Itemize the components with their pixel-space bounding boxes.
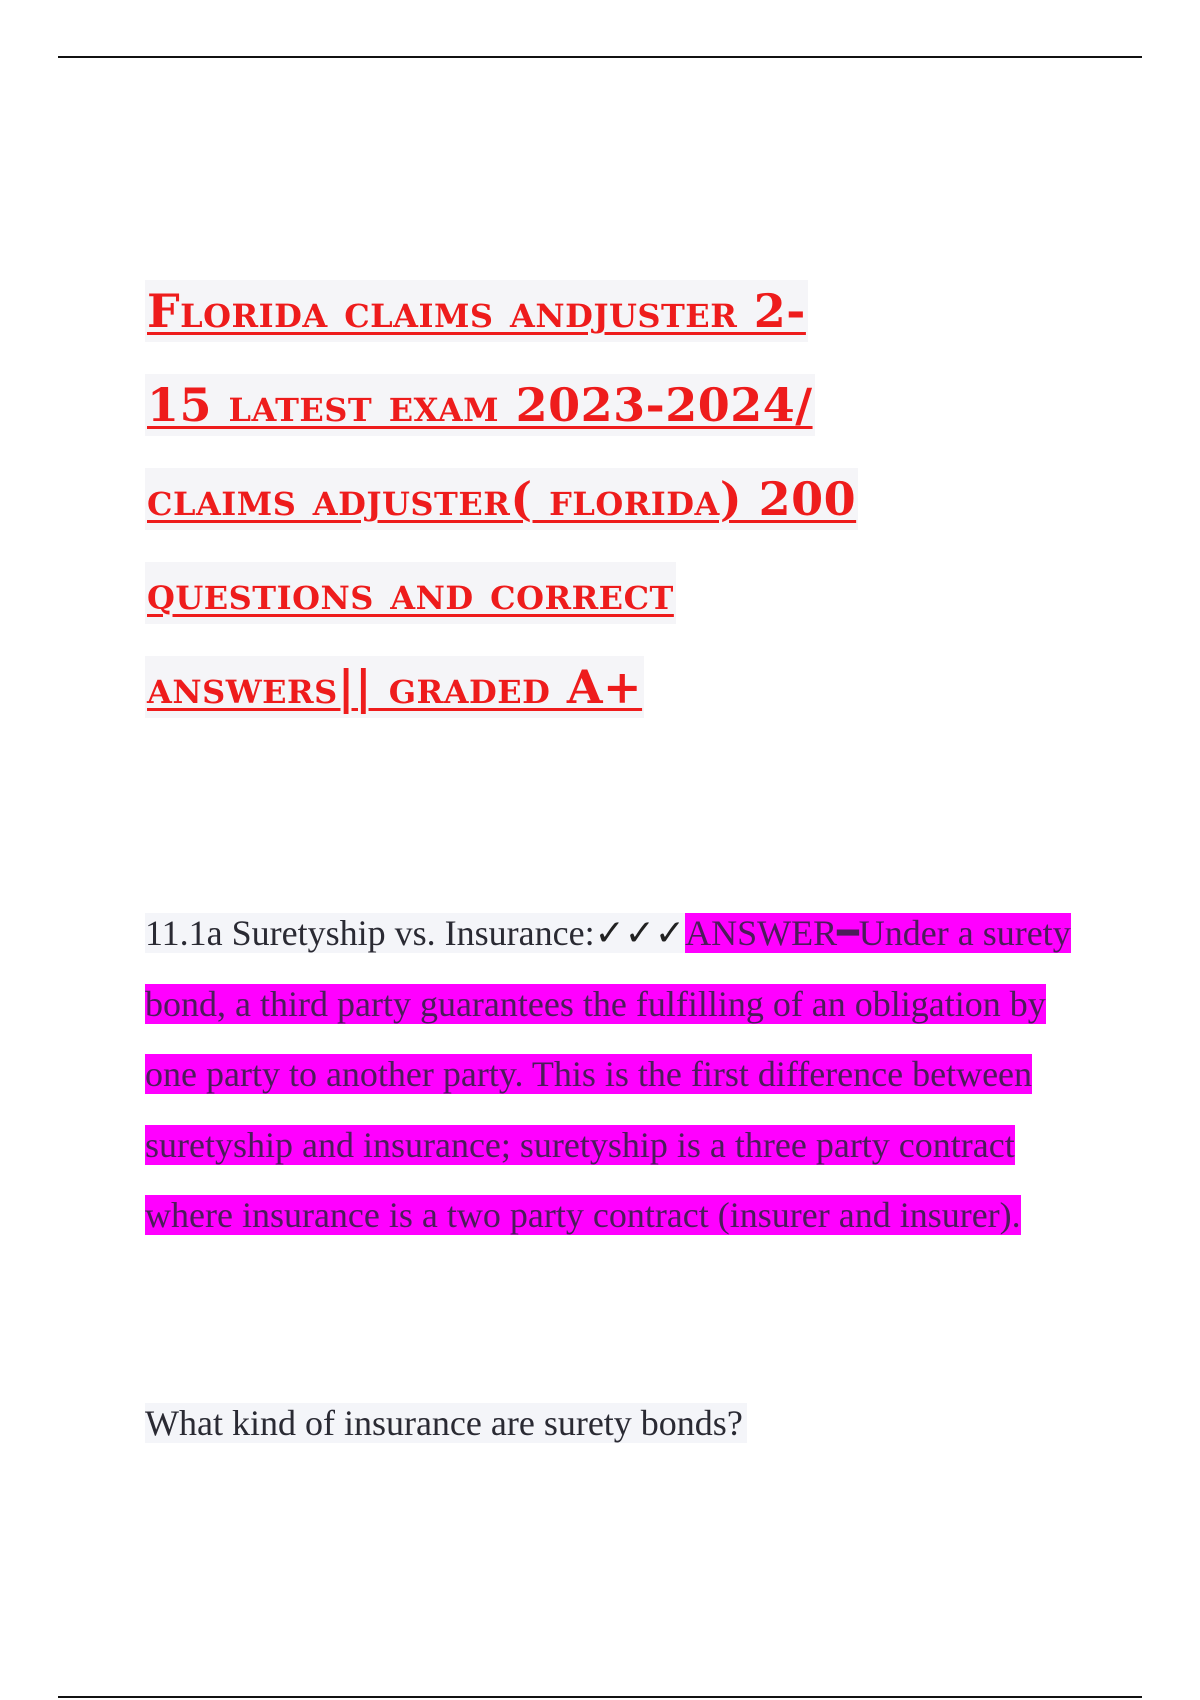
title-line-text: questions and correct bbox=[145, 562, 676, 624]
title-line-text: claims adjuster( florida) 200 bbox=[145, 468, 858, 530]
title-line-text: 15 latest exam 2023-2024/ bbox=[145, 374, 815, 436]
title-line-text: answers|| graded A+ bbox=[145, 656, 644, 718]
answer-highlight bbox=[145, 913, 1071, 1235]
next-question-text: What kind of insurance are surety bonds? bbox=[145, 1403, 747, 1443]
title-line bbox=[145, 656, 1095, 750]
answer-text: Under a surety bond, a third party guarantees the fulfilling of an obligation by one party to another party. This is the first difference between suretyship and insurance; suretyship is a three party contract where insurance is a two party contract (insurer and insurer). bbox=[145, 913, 1071, 1235]
document-title bbox=[145, 280, 1095, 750]
bottom-rule bbox=[58, 1696, 1142, 1698]
answer-label: ANSWER bbox=[685, 913, 838, 953]
next-question bbox=[145, 1395, 747, 1451]
answer-separator: ━ bbox=[837, 913, 859, 953]
title-line bbox=[145, 468, 1095, 562]
title-line bbox=[145, 562, 1095, 656]
qa-item bbox=[145, 898, 1090, 1251]
check-marks: ✓✓✓ bbox=[594, 913, 686, 953]
top-rule bbox=[58, 56, 1142, 58]
title-line bbox=[145, 280, 1095, 374]
title-line-text: Florida claims andjuster 2- bbox=[145, 280, 808, 342]
title-line bbox=[145, 374, 1095, 468]
question-text: 11.1a Suretyship vs. Insurance: bbox=[145, 913, 595, 953]
